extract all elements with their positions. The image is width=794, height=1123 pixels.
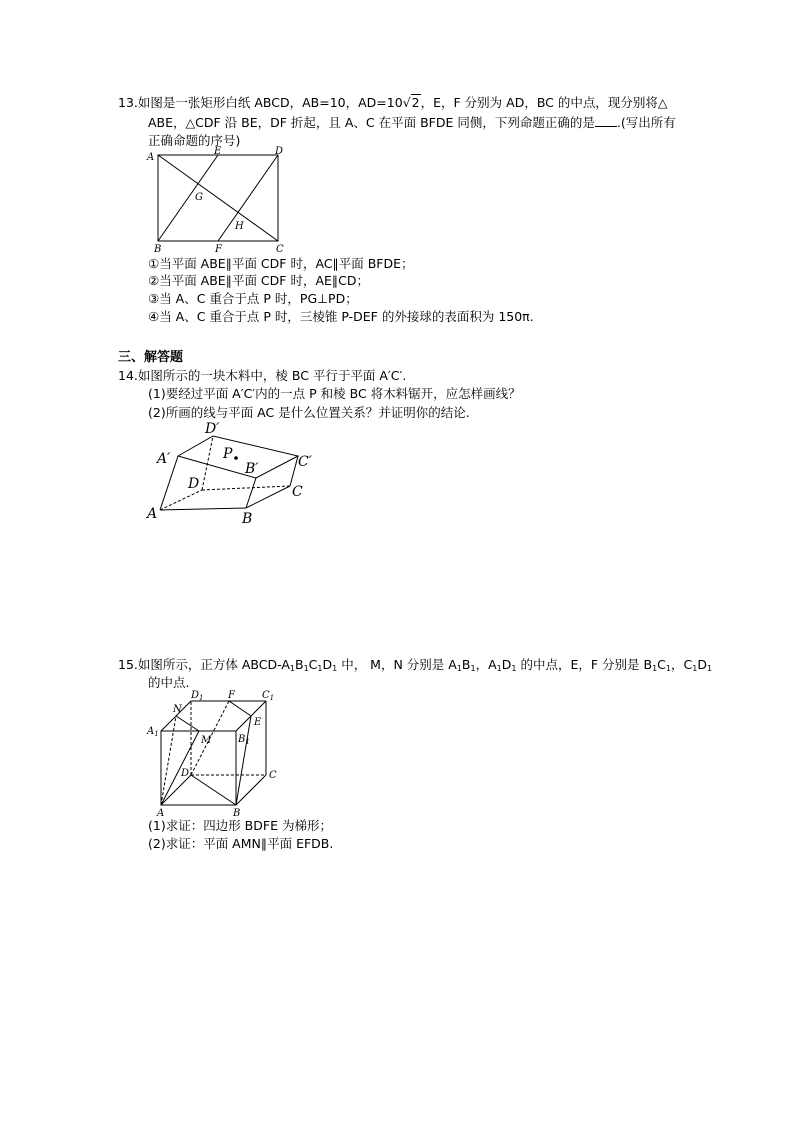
q15-sub-7: 1	[496, 664, 502, 673]
label-Dp: D′	[205, 421, 220, 437]
label-A1-sub: 1	[154, 730, 159, 738]
q15-t-a: 15.如图所示，正方体 ABCD-A	[118, 657, 290, 672]
label-C: C	[276, 244, 284, 255]
q15-t-j: C	[657, 657, 666, 672]
q15-t-h: D	[501, 657, 512, 672]
hidden-edge-AD	[160, 490, 202, 510]
q15-sub-4: 1	[332, 664, 338, 673]
label-A1	[146, 726, 159, 738]
q15-part-2: (2)求证：平面 AMN∥平面 EFDB.	[148, 836, 334, 851]
label-B1-letter: B	[238, 734, 246, 745]
q13-line3: 正确命题的序号)	[148, 133, 241, 148]
section-heading: 三、解答题	[118, 350, 184, 365]
answer-blank[interactable]	[595, 115, 617, 127]
segment-DB	[191, 775, 236, 805]
label-A1-letter: A	[147, 726, 155, 737]
label-Bp: B′	[245, 461, 259, 477]
q15-line2: 的中点.	[148, 675, 190, 690]
label-A: A	[147, 152, 155, 163]
q15-t-f: B	[461, 657, 471, 672]
q15-sub-11: 1	[692, 664, 698, 673]
q13-line1-text-b: ，E，F 分别为 AD，BC 的中点，现分别将△	[420, 95, 668, 110]
q15-t-l: D	[697, 657, 707, 672]
label-F: F	[215, 244, 222, 255]
label-H: H	[235, 221, 244, 232]
label-P: P	[223, 446, 233, 462]
label-A: A	[147, 506, 158, 522]
q13-line2-text-b: .(写出所有	[616, 115, 676, 130]
label-B: B	[233, 808, 241, 818]
q14-line1: 14.如图所示的一块木料中，棱 BC 平行于平面 A′C′.	[118, 368, 407, 383]
label-E: E	[254, 717, 262, 728]
label-C: C	[269, 770, 277, 781]
q15-sub-5: 1	[456, 664, 462, 673]
label-C: C	[292, 484, 303, 500]
label-Ap: A′	[157, 451, 171, 467]
q15-t-e: 中， M，N 分别是 A	[337, 657, 457, 672]
segment-EF	[229, 701, 251, 716]
q15-t-i: 的中点，E，F 分别是 B	[516, 657, 653, 672]
segment-BE	[158, 155, 218, 241]
q15-sub-3: 1	[317, 664, 323, 673]
sqrt-symbol: √	[402, 95, 411, 110]
edge-AB	[160, 508, 246, 510]
hidden-edge-DC	[202, 486, 290, 490]
q14-wood-block-figure	[145, 418, 325, 528]
label-A: A	[157, 808, 165, 818]
segment-FD	[218, 155, 278, 241]
q13-line2	[148, 115, 676, 131]
q15-t-c: C	[308, 657, 318, 672]
q15-sub-6: 1	[470, 664, 476, 673]
label-D1-letter: D	[191, 690, 200, 701]
q13-option-3: ③当 A、C 重合于点 P 时，PG⊥PD；	[148, 291, 358, 306]
q13-line2-text-a: ABE，△CDF 沿 BE，DF 折起，且 A、C 在平面 BFDE 同侧，下列命题正确的是	[148, 115, 595, 130]
q15-sub-2: 1	[303, 664, 309, 673]
segment-AM	[161, 731, 199, 805]
q15-t-b: B	[295, 657, 304, 672]
q15-sub-9: 1	[652, 664, 658, 673]
q14-part-1: (1)要经过平面 A′C′内的一点 P 和棱 BC 将木料锯开，应怎样画线？	[148, 386, 521, 401]
label-C1-sub: 1	[269, 694, 275, 702]
label-D: D	[188, 476, 200, 492]
label-Cp: C′	[298, 454, 312, 470]
top-face	[178, 436, 298, 478]
label-E: E	[214, 146, 222, 157]
label-C1-letter: C	[262, 690, 270, 701]
q13-option-1: ①当平面 ABE∥平面 CDF 时，AC∥平面 BFDE；	[148, 256, 414, 271]
segment-NM	[176, 716, 199, 731]
label-D1	[190, 690, 204, 702]
q13-line1-text-a: 13.如图是一张矩形白纸 ABCD，AB=10，AD=10	[118, 95, 403, 110]
label-D: D	[181, 768, 190, 779]
q13-option-4: ④当 A、C 重合于点 P 时，三棱锥 P-DEF 的外接球的表面积为 150π.	[148, 309, 534, 324]
edge-CCp	[290, 456, 298, 486]
point-P	[234, 456, 238, 460]
label-N: N	[173, 704, 182, 715]
q15-t-k: ，C	[671, 657, 693, 672]
q15-sub-12: 1	[706, 664, 713, 673]
label-C1	[262, 690, 274, 702]
label-D1-sub: 1	[199, 694, 204, 702]
label-G: G	[195, 192, 203, 203]
q14-part-2: (2)所画的线与平面 AC 是什么位置关系？并证明你的结论.	[148, 405, 470, 420]
label-F: F	[228, 690, 235, 701]
label-B1-sub: 1	[245, 738, 250, 746]
label-D: D	[275, 146, 284, 157]
q13-option-2: ②当平面 ABE∥平面 CDF 时，AE∥CD；	[148, 273, 369, 288]
label-B: B	[242, 511, 253, 527]
q13-line1	[118, 95, 668, 111]
q15-t-g: ，A	[475, 657, 497, 672]
q15-t-d: D	[322, 657, 333, 672]
segment-AC	[158, 155, 278, 241]
q15-part-1: (1)求证：四边形 BDFE 为梯形；	[148, 818, 332, 833]
q15-cube-figure	[145, 688, 295, 818]
label-B: B	[154, 244, 162, 255]
q15-sub-10: 1	[665, 664, 671, 673]
q15-line1	[118, 657, 712, 677]
sqrt-radicand: 2	[411, 95, 420, 110]
q15-sub-8: 1	[511, 664, 517, 673]
q13-rectangle-figure	[145, 145, 295, 255]
q15-sub-1: 1	[289, 664, 295, 673]
label-M: M	[201, 735, 212, 746]
